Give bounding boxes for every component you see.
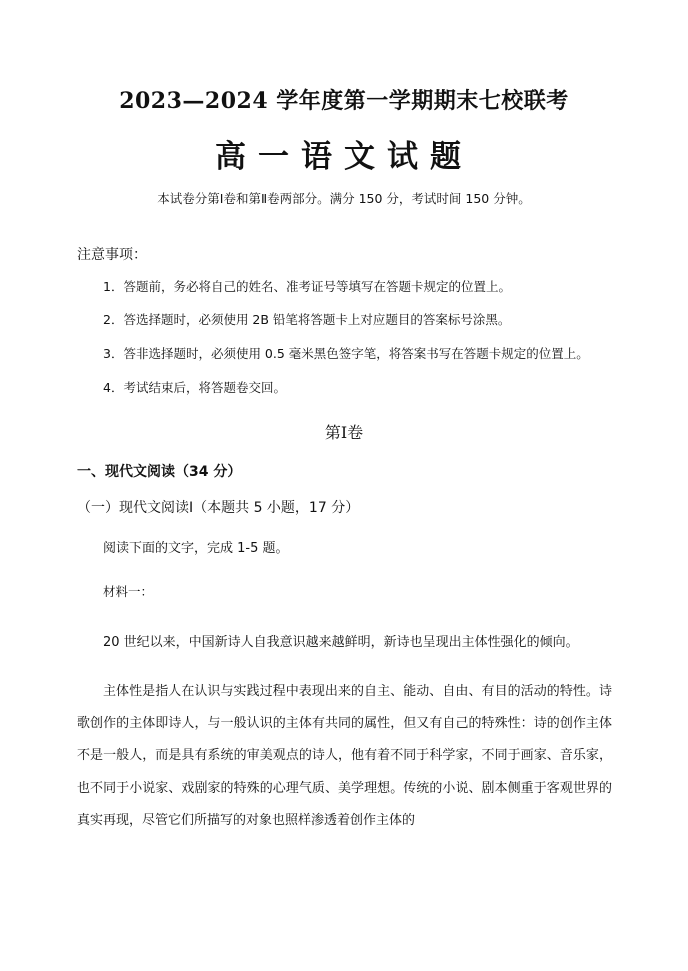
volume-heading: 第Ⅰ卷	[324, 423, 364, 442]
exam-title: 2023—2024 学年度第一学期期末七校联考	[119, 88, 569, 114]
paragraph-1: 20 世纪以来，中国新诗人自我意识越来越鲜明，新诗也呈现出主体性强化的倾向。	[103, 635, 579, 650]
subject-title: 高一语文试题	[215, 139, 473, 175]
notice-item-4: 4．考试结束后，将答题卷交回。	[103, 380, 286, 395]
section-heading: 一、现代文阅读（34 分）	[77, 464, 242, 480]
material-label: 材料一：	[103, 584, 154, 599]
notice-item-2: 2．答选择题时，必须使用 2B 铅笔将答题卡上对应题目的答案标号涂黑。	[103, 312, 511, 327]
reading-instruction: 阅读下面的文字，完成 1-5 题。	[103, 541, 289, 556]
notice-item-1: 1．答题前，务必将自己的姓名、准考证号等填写在答题卡规定的位置上。	[103, 279, 511, 294]
exam-subtitle: 本试卷分第Ⅰ卷和第Ⅱ卷两部分。满分 150 分，考试时间 150 分钟。	[157, 191, 531, 206]
notice-heading: 注意事项：	[77, 247, 147, 263]
subsection-heading: （一）现代文阅读Ⅰ（本题共 5 小题，17 分）	[77, 500, 360, 516]
paragraph-2: 主体性是指人在认识与实践过程中表现出来的自主、能动、自由、有目的活动的特性。诗歌创作的主体即诗人，与一般认识的主体有共同的属性，但又有自己的特殊性：诗的创作主体不是一般人，而是具有系统的审美观点的诗人，他有着不同于科学家，不同于画家、音乐家，也不同于小说家、戏剧家的特殊的心理气质、美学理想。传统的小说、剧本侧重于客观世界的真实再现，尽管它们所描写的对象也照样渗透着创作主体的	[77, 684, 612, 828]
notice-item-3: 3．答非选择题时，必须使用 0.5 毫米黑色签字笔，将答案书写在答题卡规定的位置上。	[103, 346, 589, 361]
